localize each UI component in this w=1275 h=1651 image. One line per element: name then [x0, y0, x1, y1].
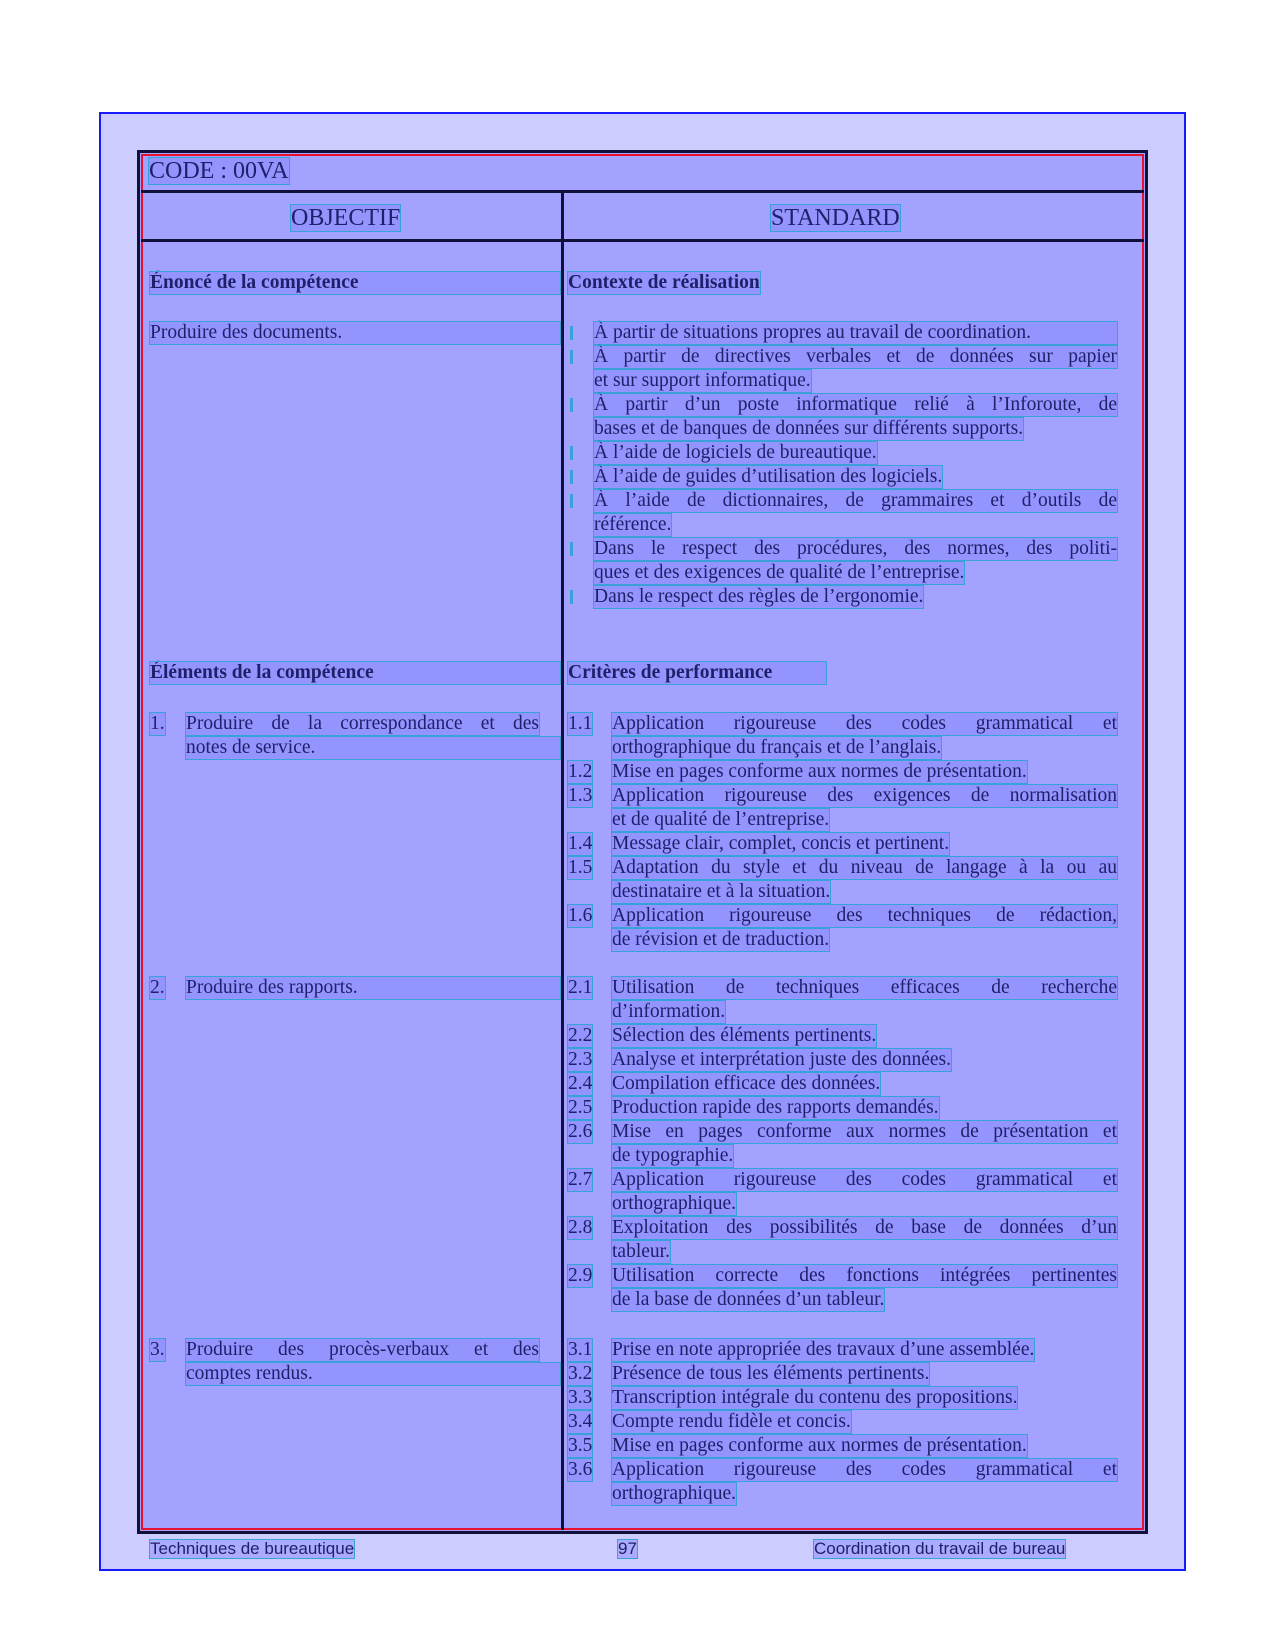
critere-number: 1.1	[568, 713, 593, 734]
bullet-marker	[570, 446, 573, 460]
enonce-title: Énoncé de la compétence	[150, 272, 560, 294]
critere-text: Message clair, complet, concis et pertinent.	[612, 833, 950, 854]
critere-text-cont: orthographique.	[612, 1193, 737, 1214]
contexte-item: À l’aide de guides d’utilisation des logiciels.	[594, 466, 943, 487]
critere-text: Adaptation du style et du niveau de langage à la ou au	[612, 857, 1117, 878]
critere-text: Application rigoureuse des exigences de normalisation	[612, 785, 1117, 806]
bullet-marker	[570, 398, 573, 412]
bullet-marker	[570, 590, 573, 604]
critere-text: Prise en note appropriée des travaux d’une assemblée.	[612, 1339, 1035, 1360]
contexte-item: À l’aide de logiciels de bureautique.	[594, 442, 877, 463]
elements-title: Éléments de la compétence	[150, 662, 560, 684]
contexte-item-cont: et sur support informatique.	[594, 370, 811, 391]
critere-number: 2.2	[568, 1025, 593, 1046]
critere-number: 2.7	[568, 1169, 593, 1190]
contexte-item-cont: ques et des exigences de qualité de l’entreprise.	[594, 562, 965, 583]
critere-text: Exploitation des possibilités de base de données d’un	[612, 1217, 1117, 1238]
critere-number: 2.4	[568, 1073, 593, 1094]
bullet-marker	[570, 542, 573, 556]
critere-text: Application rigoureuse des techniques de rédaction,	[612, 905, 1117, 926]
enonce-text: Produire des documents.	[150, 322, 560, 344]
contexte-item: Dans le respect des règles de l’ergonomie.	[594, 586, 924, 607]
bullet-marker	[570, 350, 573, 364]
element-text: Produire des procès-verbaux et des	[186, 1339, 539, 1360]
column-header-objectif: OBJECTIF	[291, 205, 401, 231]
critere-text-cont: orthographique du français et de l’anglais.	[612, 737, 942, 758]
divider-code	[141, 190, 1144, 193]
contexte-title: Contexte de réalisation	[568, 272, 760, 293]
critere-text: Sélection des éléments pertinents.	[612, 1025, 877, 1046]
critere-number: 2.8	[568, 1217, 593, 1238]
critere-text: Analyse et interprétation juste des données.	[612, 1049, 951, 1070]
element-number: 2.	[150, 977, 165, 998]
critere-text: Utilisation de techniques efficaces de recherche	[612, 977, 1117, 998]
contexte-item-cont: bases et de banques de données sur différents supports.	[594, 418, 1024, 439]
divider-header	[141, 239, 1144, 242]
contexte-item: Dans le respect des procédures, des normes, des politi-	[594, 538, 1117, 559]
critere-text-cont: d’information.	[612, 1001, 726, 1022]
column-header-standard: STANDARD	[771, 205, 900, 231]
critere-number: 1.3	[568, 785, 593, 806]
bullet-marker	[570, 494, 573, 508]
critere-text-cont: et de qualité de l’entreprise.	[612, 809, 830, 830]
critere-number: 3.5	[568, 1435, 593, 1456]
critere-text: Présence de tous les éléments pertinents.	[612, 1363, 930, 1384]
footer-competence: Coordination du travail de bureau	[814, 1539, 1066, 1558]
contexte-item: À partir de directives verbales et de données sur papier	[594, 346, 1117, 367]
critere-number: 3.4	[568, 1411, 593, 1432]
element-number: 3.	[150, 1339, 165, 1360]
critere-text: Transcription intégrale du contenu des propositions.	[612, 1387, 1018, 1408]
critere-text: Production rapide des rapports demandés.	[612, 1097, 939, 1118]
critere-number: 3.1	[568, 1339, 593, 1360]
element-number: 1.	[150, 713, 165, 734]
critere-number: 1.4	[568, 833, 593, 854]
critere-text: Mise en pages conforme aux normes de présentation et	[612, 1121, 1117, 1142]
critere-text: Compte rendu fidèle et concis.	[612, 1411, 851, 1432]
critere-number: 3.2	[568, 1363, 593, 1384]
critere-text: Compilation efficace des données.	[612, 1073, 881, 1094]
column-divider	[561, 192, 564, 1530]
critere-text: Mise en pages conforme aux normes de présentation.	[612, 761, 1027, 782]
contexte-item-cont: référence.	[594, 514, 672, 535]
bullet-marker	[570, 470, 573, 484]
critere-text: Utilisation correcte des fonctions intégrées pertinentes	[612, 1265, 1117, 1286]
critere-text: Mise en pages conforme aux normes de présentation.	[612, 1435, 1027, 1456]
critere-number: 1.2	[568, 761, 593, 782]
element-text: Produire de la correspondance et des	[186, 713, 539, 734]
critere-number: 1.5	[568, 857, 593, 878]
critere-text-cont: orthographique.	[612, 1483, 737, 1504]
element-text: Produire des rapports.	[186, 977, 560, 999]
contexte-item: À l’aide de dictionnaires, de grammaires et d’outils de	[594, 490, 1117, 511]
critere-number: 2.5	[568, 1097, 593, 1118]
criteres-title: Critères de performance	[568, 662, 826, 684]
critere-number: 2.1	[568, 977, 593, 998]
footer-program: Techniques de bureautique	[150, 1539, 355, 1558]
critere-text-cont: tableur.	[612, 1241, 670, 1262]
critere-number: 3.6	[568, 1459, 593, 1480]
contexte-item: À partir de situations propres au travail de coordination.	[594, 322, 1117, 344]
critere-text-cont: de la base de données d’un tableur.	[612, 1289, 885, 1310]
critere-text: Application rigoureuse des codes grammatical et	[612, 713, 1117, 734]
bullet-marker	[570, 326, 573, 340]
critere-number: 2.9	[568, 1265, 593, 1286]
program-code: CODE : 00VA	[149, 158, 289, 184]
critere-number: 3.3	[568, 1387, 593, 1408]
critere-number: 2.3	[568, 1049, 593, 1070]
element-text-cont: notes de service.	[186, 737, 560, 759]
footer-page-number: 97	[618, 1539, 637, 1558]
element-text-cont: comptes rendus.	[186, 1363, 560, 1385]
contexte-item: À partir d’un poste informatique relié à l’Inforoute, de	[594, 394, 1117, 415]
critere-text-cont: de typographie.	[612, 1145, 734, 1166]
critere-text: Application rigoureuse des codes grammatical et	[612, 1169, 1117, 1190]
critere-text-cont: destinataire et à la situation.	[612, 881, 831, 902]
critere-number: 2.6	[568, 1121, 593, 1142]
critere-text: Application rigoureuse des codes grammatical et	[612, 1459, 1117, 1480]
critere-text-cont: de révision et de traduction.	[612, 929, 830, 950]
critere-number: 1.6	[568, 905, 593, 926]
